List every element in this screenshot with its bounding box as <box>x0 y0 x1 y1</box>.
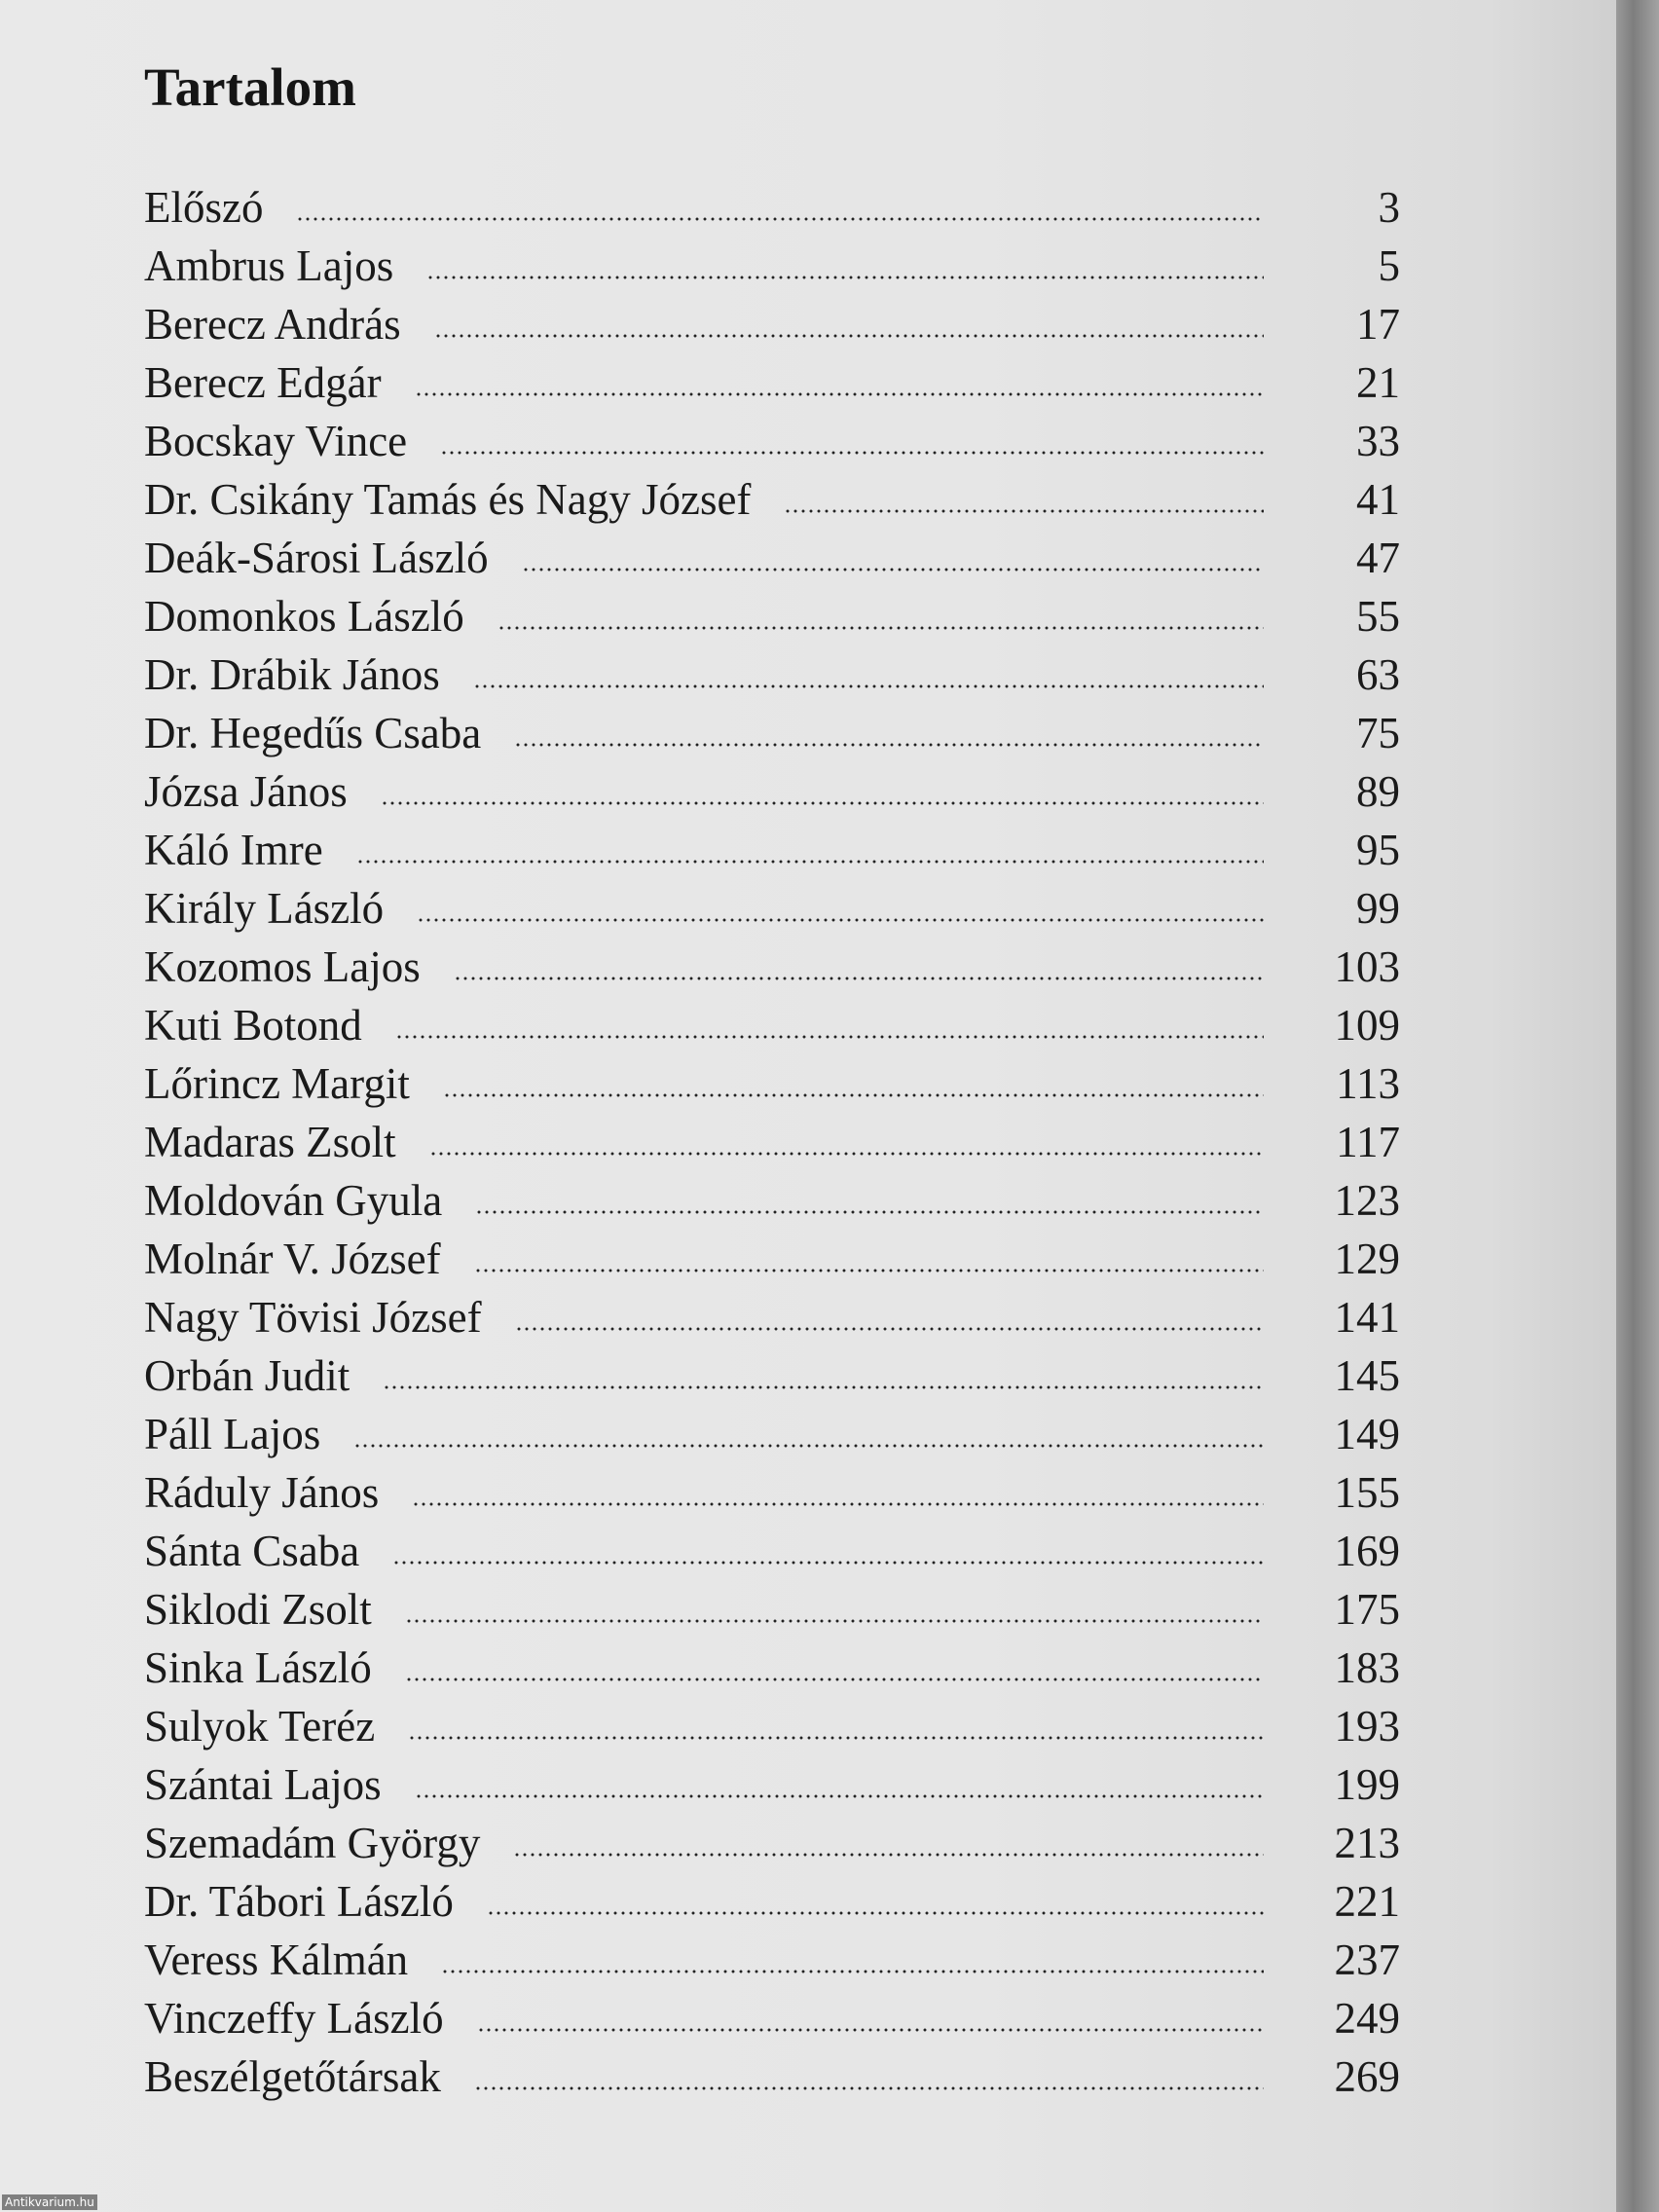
dot-leader <box>415 392 1264 396</box>
dot-leader <box>474 1269 1264 1272</box>
page-number: 193 <box>1334 1702 1400 1751</box>
dot-leader <box>441 1970 1264 1973</box>
page-title: Tartalom <box>144 57 356 117</box>
toc-entry <box>144 234 1400 292</box>
page-number: 113 <box>1336 1059 1400 1108</box>
toc-entry <box>144 1869 1400 1928</box>
dot-leader <box>513 1853 1264 1857</box>
entry-title: Szántai Lajos <box>144 1760 382 1809</box>
entry-title: Sinka László <box>144 1643 372 1692</box>
entry-title: Vinczeffy László <box>144 1994 444 2043</box>
entry-title: Dr. Hegedűs Csaba <box>144 709 482 757</box>
dot-leader <box>415 1794 1264 1798</box>
toc-entry <box>144 818 1400 876</box>
page-number: 169 <box>1334 1527 1400 1575</box>
toc-entry <box>144 1460 1400 1519</box>
toc-entry <box>144 2045 1400 2103</box>
page-number: 33 <box>1356 417 1400 465</box>
toc-entry <box>144 1811 1400 1869</box>
page-number: 199 <box>1334 1760 1400 1809</box>
dot-leader <box>429 1152 1264 1156</box>
page-number: 99 <box>1356 884 1400 933</box>
entry-title: Deák-Sárosi László <box>144 534 489 582</box>
page-number: 5 <box>1378 241 1400 290</box>
toc-entry <box>144 1168 1400 1227</box>
entry-title: Moldován Gyula <box>144 1176 443 1225</box>
page-number: 75 <box>1356 709 1400 757</box>
entry-title: Ambrus Lajos <box>144 241 394 290</box>
page-number: 175 <box>1334 1585 1400 1634</box>
entry-title: Ráduly János <box>144 1468 380 1517</box>
entry-title: Káló Imre <box>144 826 323 874</box>
entry-title: Domonkos László <box>144 592 464 641</box>
page-number: 141 <box>1334 1293 1400 1342</box>
page-number: 47 <box>1356 534 1400 582</box>
page-number: 269 <box>1334 2052 1400 2101</box>
dot-leader <box>475 1210 1264 1214</box>
toc-entry <box>144 292 1400 350</box>
dot-leader <box>473 684 1264 688</box>
page-number: 249 <box>1334 1994 1400 2043</box>
entry-title: Józsa János <box>144 767 348 816</box>
dot-leader <box>522 568 1264 571</box>
entry-title: Molnár V. József <box>144 1235 441 1283</box>
page-number: 95 <box>1356 826 1400 874</box>
dot-leader <box>474 2086 1264 2090</box>
dot-leader <box>440 451 1264 455</box>
entry-title: Kuti Botond <box>144 1001 362 1050</box>
toc-entry <box>144 876 1400 935</box>
entry-title: Páll Lajos <box>144 1410 321 1458</box>
entry-title: Siklodi Zsolt <box>144 1585 372 1634</box>
page-number: 55 <box>1356 592 1400 641</box>
dot-leader <box>498 626 1264 630</box>
page-number: 103 <box>1334 942 1400 991</box>
page-number: 117 <box>1336 1118 1400 1166</box>
dot-leader <box>417 918 1264 922</box>
entry-title: Előszó <box>144 183 264 232</box>
entry-title: Nagy Tövisi József <box>144 1293 482 1342</box>
toc-entry <box>144 1110 1400 1168</box>
page-number: 213 <box>1334 1819 1400 1867</box>
page-number: 109 <box>1334 1001 1400 1050</box>
toc-entry <box>144 409 1400 467</box>
entry-title: Dr. Csikány Tamás és Nagy József <box>144 475 752 524</box>
dot-leader <box>408 1736 1264 1740</box>
dot-leader <box>381 801 1264 805</box>
page-number: 183 <box>1334 1643 1400 1692</box>
dot-leader <box>426 276 1264 279</box>
toc-entry <box>144 175 1400 234</box>
dot-leader <box>405 1677 1264 1681</box>
page-number: 237 <box>1334 1936 1400 1984</box>
toc-entry <box>144 1051 1400 1110</box>
page-number: 221 <box>1334 1877 1400 1926</box>
page-number: 145 <box>1334 1351 1400 1400</box>
entry-title: Szemadám György <box>144 1819 481 1867</box>
dot-leader <box>443 1093 1264 1097</box>
dot-leader <box>412 1502 1264 1506</box>
toc-entry <box>144 1344 1400 1402</box>
entry-title: Veress Kálmán <box>144 1936 409 1984</box>
page-number: 89 <box>1356 767 1400 816</box>
page-number: 41 <box>1356 475 1400 524</box>
toc-entry <box>144 350 1400 409</box>
entry-title: Lőrincz Margit <box>144 1059 410 1108</box>
dot-leader <box>405 1619 1264 1623</box>
dot-leader <box>353 1444 1264 1448</box>
toc-entry <box>144 1636 1400 1694</box>
dot-leader <box>434 334 1264 338</box>
toc-entry <box>144 993 1400 1051</box>
dot-leader <box>477 2028 1264 2032</box>
entry-title: Sánta Csaba <box>144 1527 360 1575</box>
dot-leader <box>515 1327 1264 1331</box>
dot-leader <box>383 1385 1264 1389</box>
toc-entry <box>144 1285 1400 1344</box>
toc-entry <box>144 1928 1400 1986</box>
book-gutter <box>1616 0 1659 2212</box>
toc-entry <box>144 759 1400 818</box>
entry-title: Berecz Edgár <box>144 358 382 407</box>
entry-title: Kozomos Lajos <box>144 942 421 991</box>
toc-entry <box>144 935 1400 993</box>
dot-leader <box>487 1911 1264 1915</box>
toc-entry <box>144 701 1400 759</box>
page-number: 17 <box>1356 300 1400 349</box>
toc-entry <box>144 1752 1400 1811</box>
dot-leader <box>356 860 1264 864</box>
page-number: 123 <box>1334 1176 1400 1225</box>
entry-title: Madaras Zsolt <box>144 1118 396 1166</box>
dot-leader <box>784 509 1264 513</box>
toc-entry <box>144 467 1400 526</box>
page-number: 63 <box>1356 650 1400 699</box>
entry-title: Bocskay Vince <box>144 417 408 465</box>
dot-leader <box>296 217 1264 221</box>
entry-title: Dr. Drábik János <box>144 650 440 699</box>
dot-leader <box>514 743 1264 747</box>
entry-title: Dr. Tábori László <box>144 1877 454 1926</box>
dot-leader <box>392 1561 1264 1565</box>
page-number: 149 <box>1334 1410 1400 1458</box>
dot-leader <box>395 1035 1264 1039</box>
toc-entry <box>144 643 1400 701</box>
toc-entry <box>144 1694 1400 1752</box>
toc-entry <box>144 1986 1400 2045</box>
entry-title: Orbán Judit <box>144 1351 350 1400</box>
entry-title: Berecz András <box>144 300 401 349</box>
page-number: 155 <box>1334 1468 1400 1517</box>
entry-title: Király László <box>144 884 385 933</box>
entry-title: Beszélgetőtársak <box>144 2052 441 2101</box>
watermark: Antikvarium.hu <box>2 2194 97 2210</box>
page-number: 21 <box>1356 358 1400 407</box>
page-number: 3 <box>1378 183 1400 232</box>
toc-entry <box>144 1519 1400 1577</box>
toc-entry <box>144 584 1400 643</box>
dot-leader <box>454 977 1264 980</box>
toc-entry <box>144 526 1400 584</box>
table-of-contents <box>144 175 1400 2103</box>
toc-entry <box>144 1227 1400 1285</box>
toc-entry <box>144 1402 1400 1460</box>
toc-entry <box>144 1577 1400 1636</box>
page-number: 129 <box>1334 1235 1400 1283</box>
entry-title: Sulyok Teréz <box>144 1702 376 1751</box>
